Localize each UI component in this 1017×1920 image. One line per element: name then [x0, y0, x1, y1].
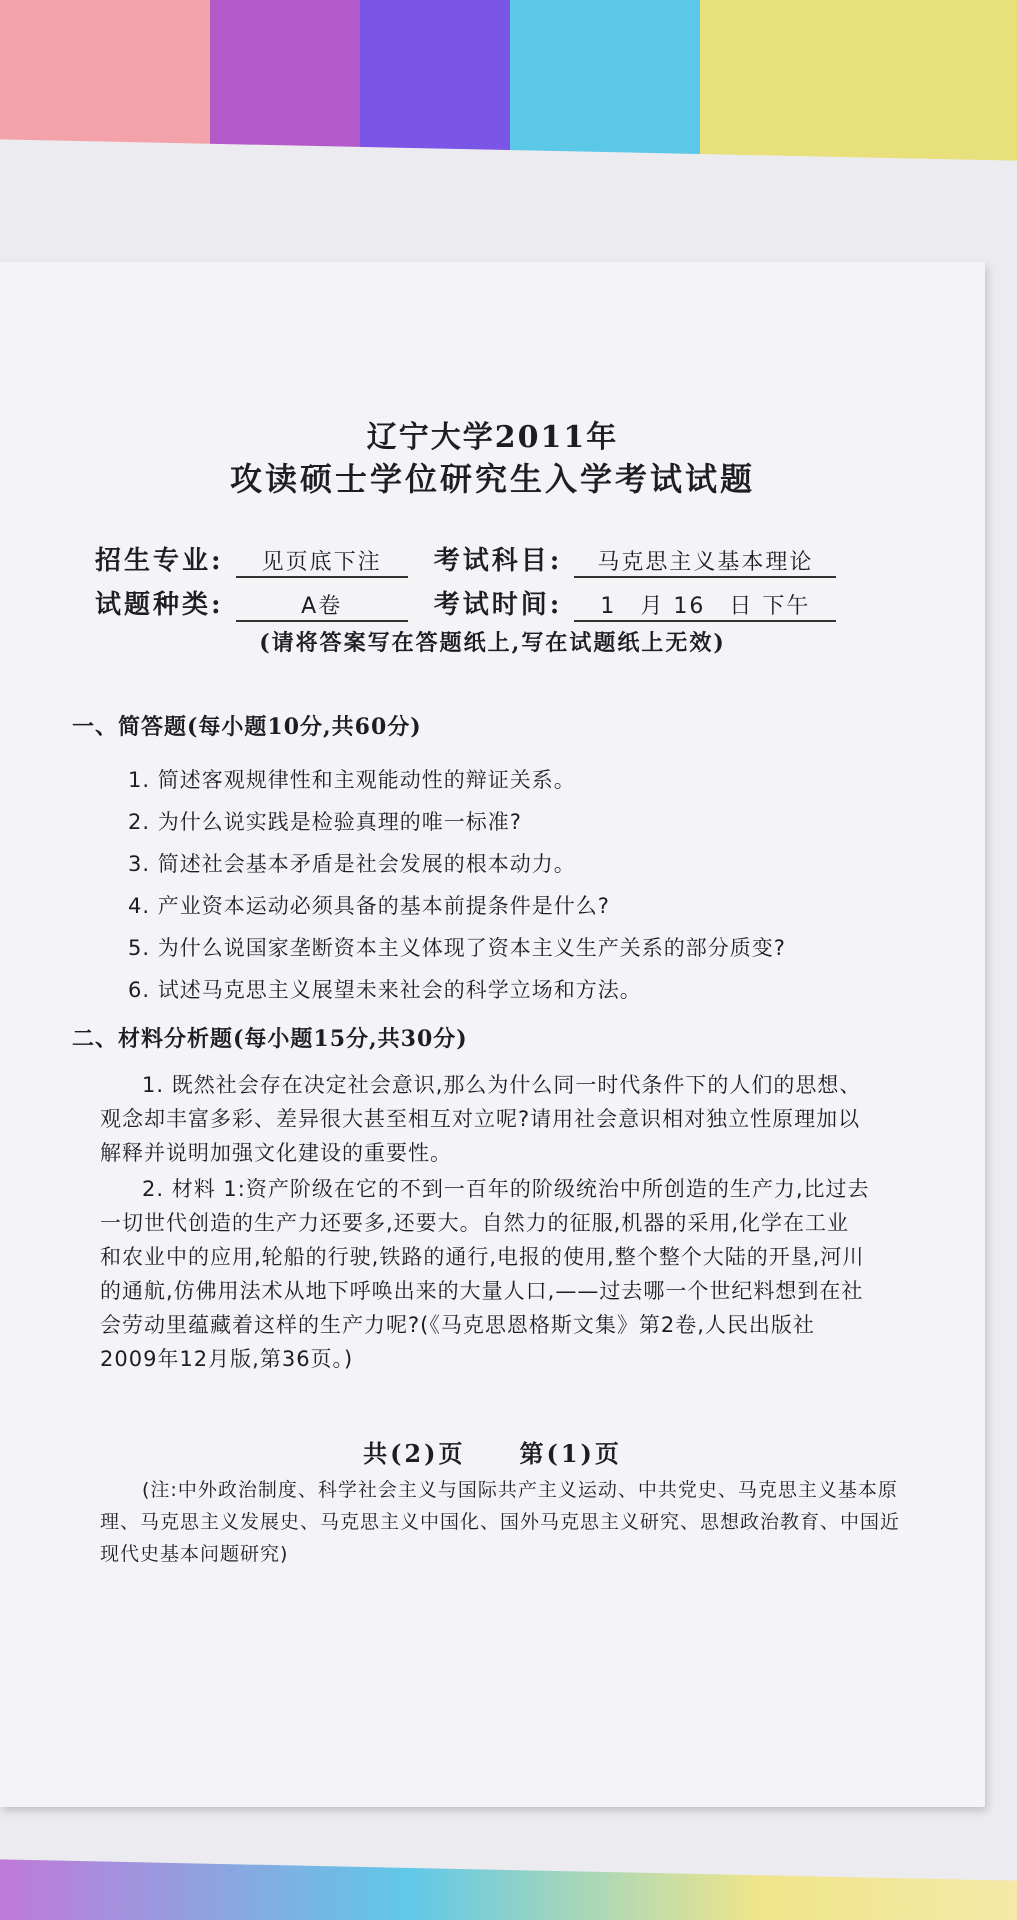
type-label: 试题种类: [95, 590, 224, 620]
section2-title: 二、材料分析题(每小题15分,共30分) [72, 1026, 468, 1052]
info-row-1 [95, 540, 836, 578]
question-6: 6. 试述马克思主义展望未来社会的科学立场和方法。 [128, 978, 642, 1002]
material-question-2: 2. 材料 1:资产阶级在它的不到一百年的阶级统治中所创造的生产力,比过去一切世代创造的生产力还要多,还要大。自然力的征服,机器的采用,化学在工业和农业中的应用,轮船的行驶,铁路的通行,电报的使用,整个整个大陆的开垦,河川的通航,仿佛用法术从地下呼唤出来的大量人口,——过去哪一个世纪料想到在社会劳动里蕴藏着这样的生产力呢?(《马克思恩格斯文集》第2卷,人民出版社2009年12月版,第36页。) [100, 1177, 870, 1371]
question-4: 4. 产业资本运动必须具备的基本前提条件是什么? [128, 894, 610, 918]
section1-title: 一、简答题(每小题10分,共60分) [72, 714, 422, 740]
question-1: 1. 简述客观规律性和主观能动性的辩证关系。 [128, 768, 576, 792]
page-counter: 共(2)页 第(1)页 [363, 1439, 622, 1468]
question-5: 5. 为什么说国家垄断资本主义体现了资本主义生产关系的部分质变? [128, 936, 786, 960]
type-value: A卷 [236, 589, 408, 622]
paper-title-exam: 攻读硕士学位研究生入学考试试题 [229, 460, 755, 498]
material-question-1: 1. 既然社会存在决定社会意识,那么为什么同一时代条件下的人们的思想、观念却丰富多彩、差异很大甚至相互对立呢?请用社会意识相对独立性原理加以解释并说明加强文化建设的重要性。 [100, 1073, 862, 1165]
time-value: 1 月 16 日 下午 [574, 589, 836, 622]
major-value: 见页底下注 [236, 545, 408, 578]
question-3: 3. 简述社会基本矛盾是社会发展的根本动力。 [128, 852, 576, 876]
footnote-majors: (注:中外政治制度、科学社会主义与国际共产主义运动、中共党史、马克思主义基本原理、马克思主义发展史、马克思主义中国化、国外马克思主义研究、思想政治教育、中国近现代史基本问题研究) [100, 1479, 901, 1565]
subject-value: 马克思主义基本理论 [574, 545, 836, 578]
answer-notice: (请将答案写在答题纸上,写在试题纸上无效) [259, 630, 726, 656]
info-row-2 [95, 584, 836, 622]
question-2: 2. 为什么说实践是检验真理的唯一标准? [128, 810, 522, 834]
time-label: 考试时间: [433, 590, 563, 620]
exam-paper [0, 262, 985, 1807]
subject-label: 考试科目: [433, 546, 563, 576]
paper-title-university: 辽宁大学2011年 [366, 420, 619, 455]
major-label: 招生专业: [95, 546, 224, 576]
